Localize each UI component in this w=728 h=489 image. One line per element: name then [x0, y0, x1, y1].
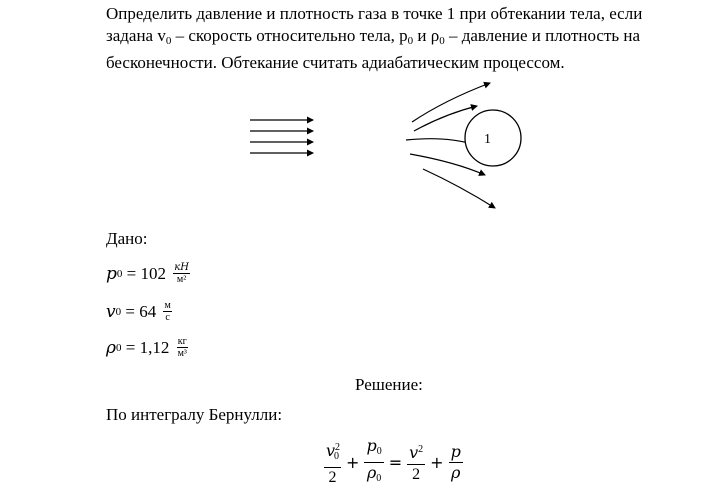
- equals-sign: =: [388, 453, 403, 472]
- subscript: 0: [165, 35, 172, 47]
- term-symbol: v: [409, 443, 419, 462]
- subscript: 0: [407, 35, 414, 47]
- formula-term: [407, 440, 425, 485]
- point-label: 1: [484, 132, 491, 147]
- plus-sign: +: [430, 453, 444, 472]
- subscript: 0: [116, 267, 123, 280]
- equals-value: = 64: [121, 301, 161, 321]
- bernoulli-title: По интегралу Бернулли:: [106, 405, 283, 424]
- unit-numerator: кН: [174, 262, 189, 273]
- problem-line-2: [106, 25, 666, 52]
- unit-fraction: [173, 262, 190, 285]
- unit-denominator: с: [165, 312, 170, 323]
- problem-text: – скорость относительно тела, p: [171, 26, 408, 45]
- unit-denominator: м³: [177, 348, 187, 359]
- incoming-flow-arrows: [250, 120, 313, 153]
- formula-term: [324, 438, 341, 488]
- given-rho0: [106, 336, 188, 359]
- term-numerator: [407, 440, 425, 465]
- symbol: v: [106, 301, 116, 322]
- given-v0: [106, 300, 172, 323]
- bernoulli-formula: [322, 436, 465, 489]
- subscript: 0: [116, 341, 122, 354]
- subscript: 0: [334, 450, 340, 462]
- streamline: [406, 139, 472, 144]
- subscript: 0: [439, 35, 445, 47]
- formula-term: [449, 442, 463, 483]
- term-denominator: 2: [328, 468, 337, 486]
- symbol: ρ: [106, 337, 116, 358]
- term-numerator: [364, 436, 383, 463]
- term-denominator: ρ: [450, 463, 461, 482]
- unit-fraction: [163, 300, 171, 323]
- subscript: 0: [115, 305, 122, 318]
- unit-numerator: кг: [177, 336, 187, 347]
- term-symbol: ρ: [366, 463, 377, 482]
- equals-value: = 102: [122, 263, 171, 283]
- solution-title: Решение:: [355, 375, 423, 394]
- problem-line-1: Определить давление и плотность газа в точке 1 при обтекании тела, если: [106, 4, 643, 23]
- flow-diagram: [240, 76, 540, 216]
- subscript: 0: [376, 473, 382, 484]
- problem-statement: [106, 3, 666, 74]
- unit-numerator: м: [164, 300, 171, 311]
- term-numerator: p: [450, 442, 461, 461]
- problem-text: и ρ: [413, 26, 440, 45]
- equals-value: = 1,12: [121, 337, 174, 357]
- superscript: 2: [418, 444, 424, 455]
- subscript: 0: [376, 446, 382, 457]
- given-p0: [106, 262, 190, 285]
- plus-sign: +: [346, 453, 360, 472]
- unit-denominator: м²: [176, 274, 187, 285]
- term-numerator: [324, 438, 341, 468]
- term-symbol: p: [366, 436, 377, 455]
- superscript: 2: [335, 441, 341, 453]
- term-symbol: v: [326, 440, 336, 460]
- problem-text: задана v: [106, 26, 166, 45]
- term-denominator: [367, 463, 381, 489]
- body-circle: [465, 110, 521, 166]
- problem-line-3: бесконечности. Обтекание считать адиабатическим процессом.: [106, 53, 565, 72]
- formula-term: [364, 436, 383, 489]
- symbol: p: [106, 263, 117, 284]
- given-title: Дано:: [106, 229, 148, 248]
- problem-text: – давление и плотность на: [444, 26, 641, 45]
- term-denominator: 2: [412, 466, 421, 483]
- unit-fraction: [177, 336, 188, 359]
